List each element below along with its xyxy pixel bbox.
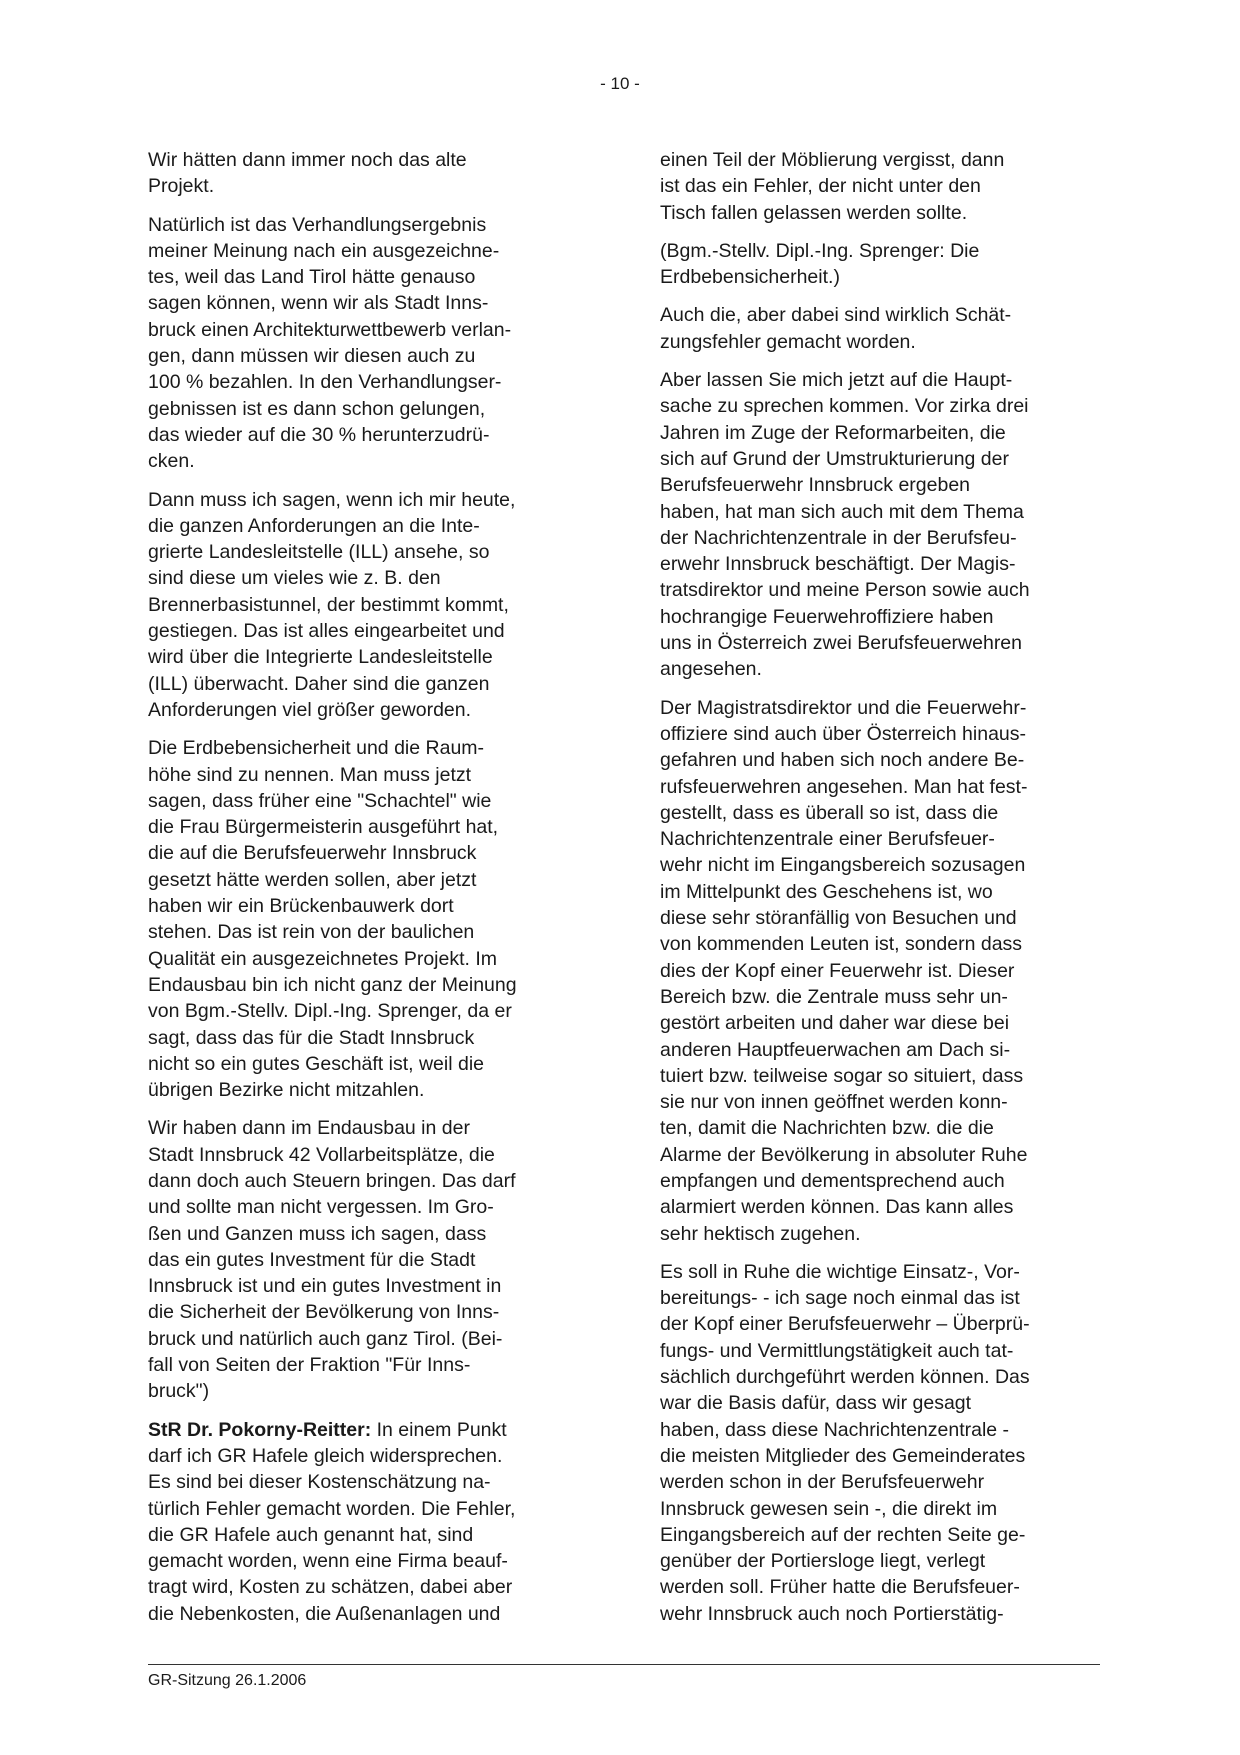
text-line: tuiert bzw. teilweise sogar so situiert, dass [660,1064,1024,1087]
text-line: 100 % bezahlen. In den Verhandlungser- [148,371,502,394]
text-line: der Kopf einer Berufsfeuerwehr – Überprü- [660,1313,1030,1336]
text-line: hochrangige Feuerwehroffiziere haben [660,605,994,628]
text-line: gebnissen ist es dann schon gelungen, [148,397,486,420]
text-line: diese sehr störanfällig von Besuchen und [660,907,1017,930]
text-line: Alarme der Bevölkerung in absoluter Ruhe [660,1143,1028,1166]
text-line: bereitungs- - ich sage noch einmal das ist [660,1287,1020,1310]
text-line [148,1417,590,1443]
text-line: cken. [148,450,195,473]
text-line: zungsfehler gemacht worden. [660,330,916,353]
text-line: der Nachrichtenzentrale in der Berufsfeu- [660,526,1017,549]
text-line: höhe sind zu nennen. Man muss jetzt [148,763,472,786]
text-line: sagen, dass früher eine "Schachtel" wie [148,789,492,812]
text-line: Eingangsbereich auf der rechten Seite ge- [660,1523,1026,1546]
paragraph [660,695,1102,1247]
text-line: offiziere sind auch über Österreich hinaus- [660,722,1026,745]
text-line: werden schon in der Berufsfeuerwehr [660,1471,985,1494]
text-line: wehr Innsbruck auch noch Portierstätig- [660,1602,1004,1625]
text-line: Anforderungen viel größer geworden. [148,698,472,721]
text-line: das ein gutes Investment für die Stadt [148,1248,476,1271]
text-line: Auch die, aber dabei sind wirklich Schät- [660,304,1012,327]
paragraph [660,367,1102,683]
text-line: Innsbruck ist und ein gutes Investment in [148,1275,502,1298]
text-line: Endausbau bin ich nicht ganz der Meinung [148,973,517,996]
text-line: haben, hat man sich auch mit dem Thema [660,500,1024,523]
text-line: die ganzen Anforderungen an die Inte- [148,514,480,537]
text-line: bruck einen Architekturwettbewerb verlan- [148,318,512,341]
text-line: dann doch auch Steuern bringen. Das darf [148,1169,516,1192]
text-line: die Nebenkosten, die Außenanlagen und [148,1602,501,1625]
paragraph [148,212,590,475]
text-line: Wir haben dann im Endausbau in der [148,1117,470,1140]
text-line: türlich Fehler gemacht worden. Die Fehler, [148,1497,516,1520]
text-line: Der Magistratsdirektor und die Feuerwehr- [660,696,1027,719]
text-line: Es soll in Ruhe die wichtige Einsatz-, Vor- [660,1260,1020,1283]
text-line: fungs- und Vermittlungstätigkeit auch tat- [660,1339,1014,1362]
paragraph [148,1417,590,1627]
text-line: im Mittelpunkt des Geschehens ist, wo [660,880,993,903]
text-line: genüber der Portiersloge liegt, verlegt [660,1550,986,1573]
text-line: Natürlich ist das Verhandlungsergebnis [148,213,487,236]
text-line: sich auf Grund der Umstrukturierung der [660,447,1009,470]
text-line: rufsfeuerwehren angesehen. Man hat fest- [660,775,1028,798]
speaker-name: StR Dr. Pokorny-Reitter: [148,1418,372,1441]
text-line: Tisch fallen gelassen werden sollte. [660,201,968,224]
text-line: stehen. Das ist rein von der baulichen [148,921,475,944]
paragraph [660,147,1102,226]
text-line: tes, weil das Land Tirol hätte genauso [148,266,476,289]
text-line: gemacht worden, wenn eine Firma beauf- [148,1550,508,1573]
text-line: (ILL) überwacht. Daher sind die ganzen [148,672,490,695]
text-line: die auf die Berufsfeuerwehr Innsbruck [148,842,477,865]
text-line: die meisten Mitglieder des Gemeinderates [660,1444,1026,1467]
text-line: Es sind bei dieser Kostenschätzung na- [148,1471,491,1494]
right-column [660,147,1102,1639]
text-line: Qualität ein ausgezeichnetes Projekt. Im [148,947,498,970]
text-line: sagen können, wenn wir als Stadt Inns- [148,292,489,315]
text-line: von Bgm.-Stellv. Dipl.-Ing. Sprenger, da er [148,1000,512,1023]
text-line: wehr nicht im Eingangsbereich sozusagen [660,854,1026,877]
text-line: Bereich bzw. die Zentrale muss sehr un- [660,985,1008,1008]
text-line: nicht so ein gutes Geschäft ist, weil die [148,1052,485,1075]
text-line: übrigen Bezirke nicht mitzahlen. [148,1079,425,1102]
footer-divider [148,1664,1100,1665]
text-line: wird über die Integrierte Landesleitstelle [148,646,493,669]
text-line: Stadt Innsbruck 42 Vollarbeitsplätze, die [148,1143,495,1166]
text-line: die Sicherheit der Bevölkerung von Inns- [148,1301,500,1324]
text-line: Projekt. [148,175,215,198]
text-line: Die Erdbebensicherheit und die Raum- [148,737,485,760]
text-line: empfangen und dementsprechend auch [660,1169,1005,1192]
page-number: - 10 - [600,74,640,93]
paragraph [660,238,1102,291]
text-line: war die Basis dafür, dass wir gesagt [660,1392,972,1415]
paragraph [148,147,590,200]
text-line: und sollte man nicht vergessen. Im Gro- [148,1196,494,1219]
text-line: gestellt, dass es überall so ist, dass die [660,801,999,824]
text-line: Jahren im Zuge der Reformarbeiten, die [660,421,1006,444]
text-line: tratsdirektor und meine Person sowie auch [660,579,1030,602]
text-line: sind diese um vieles wie z. B. den [148,567,441,590]
text-line: grierte Landesleitstelle (ILL) ansehe, so [148,541,490,564]
text-line: haben, dass diese Nachrichtenzentrale - [660,1418,1010,1441]
paragraph [660,1259,1102,1627]
text-line: ist das ein Fehler, der nicht unter den [660,175,981,198]
text-line: angesehen. [660,658,762,681]
text-line: Aber lassen Sie mich jetzt auf die Haupt- [660,369,1013,392]
paragraph [148,1115,590,1404]
text-line: das wieder auf die 30 % herunterzudrü- [148,423,490,446]
text-line: haben wir ein Brückenbauwerk dort [148,895,454,918]
text-line: gestört arbeiten und daher war diese bei [660,1012,1010,1035]
text-line: werden soll. Früher hatte die Berufsfeuer- [660,1576,1020,1599]
text-line: (Bgm.-Stellv. Dipl.-Ing. Sprenger: Die [660,239,980,262]
text-line: sagt, dass das für die Stadt Innsbruck [148,1026,475,1049]
text-line: die GR Hafele auch genannt hat, sind [148,1523,474,1546]
text-line: ßen und Ganzen muss ich sagen, dass [148,1222,487,1245]
text-line: gefahren und haben sich noch andere Be- [660,749,1025,772]
paragraph [148,487,590,724]
text-line: gen, dann müssen wir diesen auch zu [148,345,476,368]
text-line: anderen Hauptfeuerwachen am Dach si- [660,1038,1011,1061]
text-line: uns in Österreich zwei Berufsfeuerwehren [660,632,1022,655]
text-line: sie nur von innen geöffnet werden konn- [660,1091,1008,1114]
text-line: gesetzt hätte werden sollen, aber jetzt [148,868,477,891]
text-line: Nachrichtenzentrale einer Berufsfeuer- [660,828,995,851]
text-line: darf ich GR Hafele gleich widersprechen. [148,1444,503,1467]
text-line: sache zu sprechen kommen. Vor zirka drei [660,395,1029,418]
footer-text: GR-Sitzung 26.1.2006 [148,1672,307,1689]
text-line: ten, damit die Nachrichten bzw. die die [660,1117,994,1140]
text-line: bruck und natürlich auch ganz Tirol. (Bei- [148,1327,503,1350]
left-column [148,147,590,1639]
text-line: bruck") [148,1380,210,1403]
text-line: Erdbebensicherheit.) [660,266,840,289]
text-line: tragt wird, Kosten zu schätzen, dabei aber [148,1576,513,1599]
text-line: fall von Seiten der Fraktion "Für Inns- [148,1354,471,1377]
text-line: alarmiert werden können. Das kann alles [660,1196,1014,1219]
text-line: sächlich durchgeführt werden können. Das [660,1366,1030,1389]
text-line: Brennerbasistunnel, der bestimmt kommt, [148,593,509,616]
text-line: von kommenden Leuten ist, sondern dass [660,933,1023,956]
text-line: meiner Meinung nach ein ausgezeichne- [148,239,500,262]
text-line: Berufsfeuerwehr Innsbruck ergeben [660,474,971,497]
text-line: einen Teil der Möblierung vergisst, dann [660,149,1005,171]
text-line: Dann muss ich sagen, wenn ich mir heute, [148,488,516,511]
text-line: erwehr Innsbruck beschäftigt. Der Magis- [660,553,1016,576]
text-line: Innsbruck gewesen sein -, die direkt im [660,1497,998,1520]
text-line: gestiegen. Das ist alles eingearbeitet und [148,620,505,643]
paragraph [148,735,590,1103]
text-line: die Frau Bürgermeisterin ausgeführt hat, [148,816,499,839]
text-line: sehr hektisch zugehen. [660,1222,861,1245]
text-line: Wir hätten dann immer noch das alte [148,149,467,171]
speech-text: In einem Punkt [371,1418,507,1441]
text-line: dies der Kopf einer Feuerwehr ist. Dieser [660,959,1015,982]
paragraph [660,302,1102,355]
